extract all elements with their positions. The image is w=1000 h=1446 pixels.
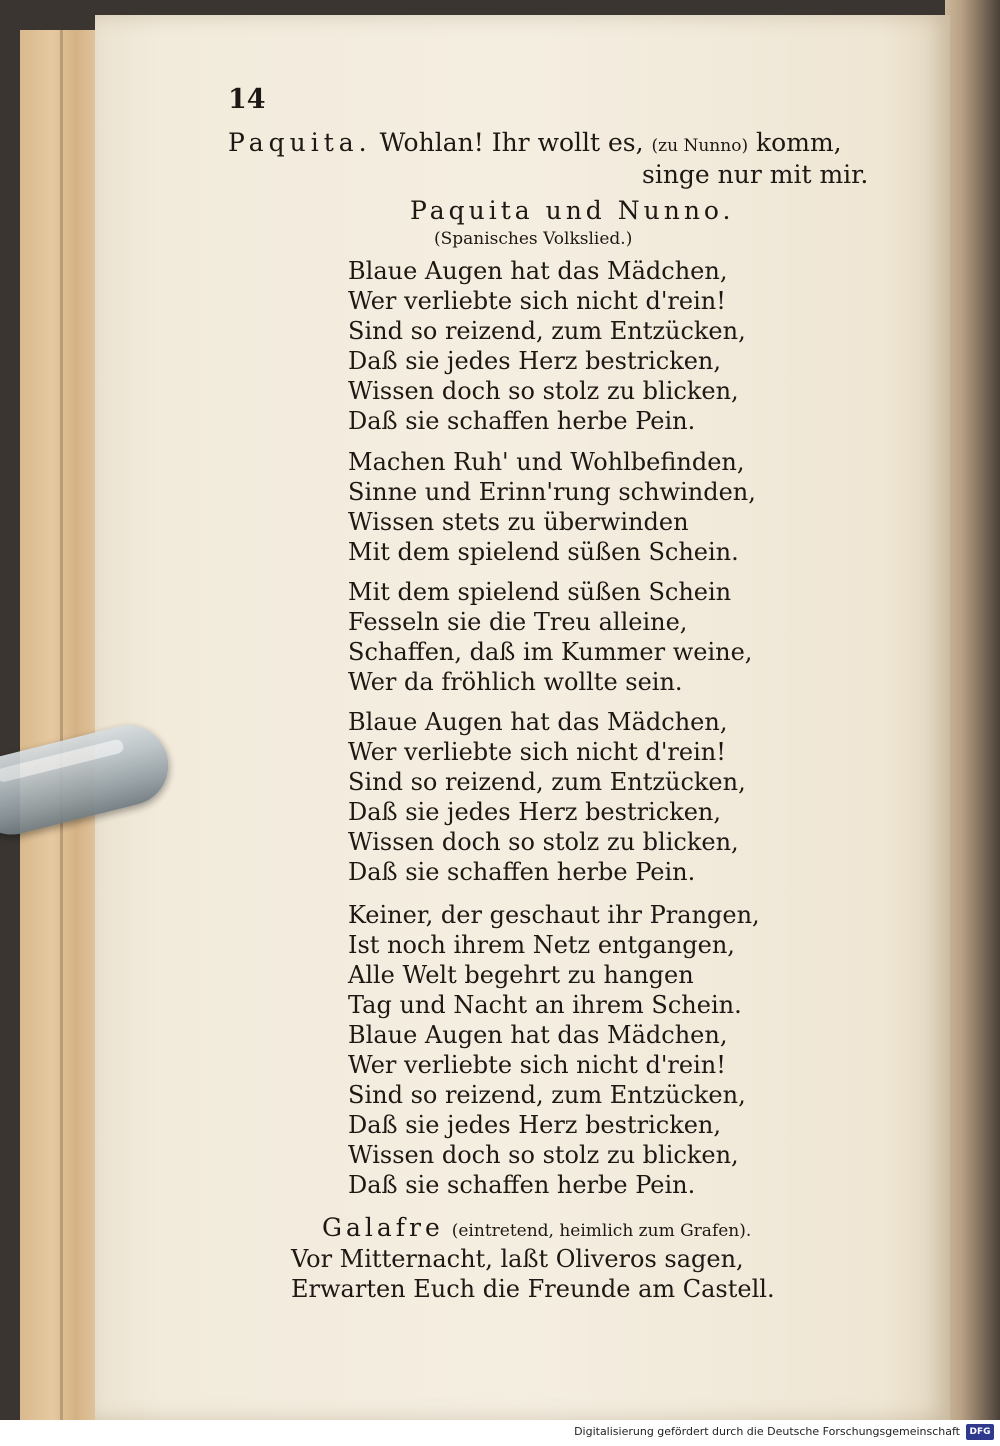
stanza-1 <box>348 256 746 436</box>
stanza-4 <box>348 707 746 887</box>
galafre-line <box>322 1213 751 1242</box>
show-through-text <box>735 180 950 1320</box>
verse-line: Wer verliebte sich nicht d'rein! <box>348 738 726 766</box>
page-edges <box>20 30 100 1420</box>
speech-text: Wohlan! Ihr wollt es, <box>379 128 644 157</box>
verse-line: Mit dem spielend süßen Schein. <box>348 538 739 566</box>
verse-line: Daß sie jedes Herz bestricken, <box>348 798 722 826</box>
verse-line: Wer da fröhlich wollte sein. <box>348 668 683 696</box>
verse-line: Fesseln sie die Treu alleine, <box>348 608 688 636</box>
verse-line: Blaue Augen hat das Mädchen, <box>348 708 728 736</box>
stanza-5 <box>348 900 760 1200</box>
verse-line: Blaue Augen hat das Mädchen, <box>348 257 728 285</box>
stanza-2 <box>348 447 756 567</box>
verse-line: Daß sie schaffen herbe Pein. <box>348 407 696 435</box>
verse-line: Daß sie jedes Herz bestricken, <box>348 347 722 375</box>
verse-line: Blaue Augen hat das Mädchen, <box>348 1021 728 1049</box>
stage-direction: (eintretend, heimlich zum Grafen). <box>451 1221 752 1241</box>
verse-line: Sind so reizend, zum Entzücken, <box>348 1081 746 1109</box>
verse-line: Ist noch ihrem Netz entgangen, <box>348 931 735 959</box>
verse-line: Wissen stets zu überwinden <box>348 508 689 536</box>
verse-line: Sind so reizend, zum Entzücken, <box>348 317 746 345</box>
verse-line: Wissen doch so stolz zu blicken, <box>348 1141 739 1169</box>
speaker-name: Galafre <box>322 1213 444 1242</box>
verse-line: Keiner, der geschaut ihr Prangen, <box>348 901 760 929</box>
page-number: 14 <box>228 84 266 115</box>
verse-line: Wer verliebte sich nicht d'rein! <box>348 1051 726 1079</box>
dfg-logo-icon: DFG <box>966 1424 994 1440</box>
verse-line: Sind so reizend, zum Entzücken, <box>348 768 746 796</box>
verse-line: Wer verliebte sich nicht d'rein! <box>348 287 726 315</box>
speech-text: komm, <box>756 128 842 157</box>
stage-direction: (zu Nunno) <box>651 136 749 156</box>
opening-line-continuation: singe nur mit mir. <box>642 160 869 189</box>
verse-line: Sinne und Erinn'rung schwinden, <box>348 478 756 506</box>
verse-line: Alle Welt begehrt zu hangen <box>348 961 694 989</box>
funding-credit: Digitalisierung gefördert durch die Deutsche Forschungsgemeinschaft <box>574 1425 960 1438</box>
galafre-speech <box>291 1244 775 1304</box>
verse-line: Machen Ruh' und Wohlbefinden, <box>348 448 745 476</box>
verse-line: Daß sie schaffen herbe Pein. <box>348 1171 696 1199</box>
verse-line: Schaffen, daß im Kummer weine, <box>348 638 753 666</box>
verse-line: Wissen doch so stolz zu blicken, <box>348 828 739 856</box>
verse-line: Tag und Nacht an ihrem Schein. <box>348 991 742 1019</box>
speaker-name: Paquita. <box>228 128 372 157</box>
opening-line <box>228 128 878 157</box>
verse-line: Daß sie jedes Herz bestricken, <box>348 1111 722 1139</box>
verse-line: Daß sie schaffen herbe Pein. <box>348 858 696 886</box>
stanza-3 <box>348 577 752 697</box>
footer-bar <box>0 1420 1000 1446</box>
speech-line: Vor Mitternacht, laßt Oliveros sagen, <box>291 1245 744 1273</box>
song-heading: Paquita und Nunno. <box>410 196 735 225</box>
song-subheading: (Spanisches Volkslied.) <box>434 229 633 249</box>
verse-line: Mit dem spielend süßen Schein <box>348 578 732 606</box>
book-gutter <box>945 0 1000 1420</box>
verse-line: Wissen doch so stolz zu blicken, <box>348 377 739 405</box>
speech-line: Erwarten Euch die Freunde am Castell. <box>291 1275 775 1303</box>
